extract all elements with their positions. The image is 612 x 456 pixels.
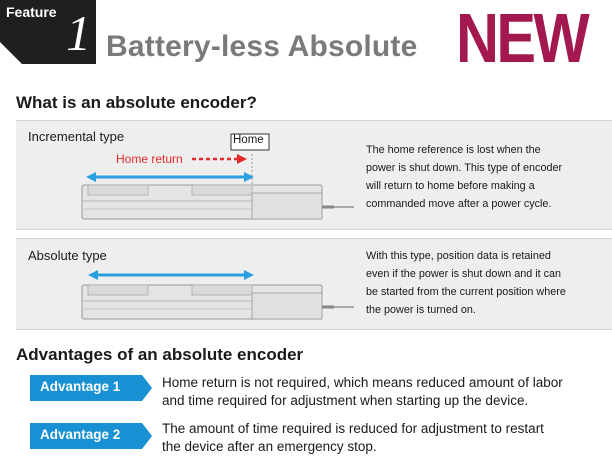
feature-tag — [0, 0, 96, 64]
absolute-description-line: even if the power is shut down and it can — [366, 268, 562, 280]
advantage-1-badge — [30, 375, 152, 401]
incremental-panel — [16, 120, 612, 230]
advantage-1-line: Home return is not required, which means reduced amount of labor — [162, 375, 563, 390]
page-title: Battery-less Absolute — [106, 30, 418, 63]
new-badge: NEW — [456, 0, 588, 77]
advantage-2-badge — [30, 423, 152, 449]
advantage-1-badge-label: Advantage 1 — [40, 379, 121, 394]
advantage-2-text — [162, 420, 607, 456]
feature-number: 1 — [66, 5, 91, 61]
incremental-description-line: will return to home before making a — [366, 180, 535, 192]
home-label: Home — [233, 134, 264, 146]
advantage-1-line: and time required for adjustment when starting up the device. — [162, 393, 529, 408]
advantage-1-text — [162, 374, 607, 410]
section-heading-advantages: Advantages of an absolute encoder — [16, 345, 304, 364]
absolute-description-line: the power is turned on. — [366, 304, 476, 316]
incremental-type-label: Incremental type — [28, 129, 125, 144]
feature-label: Feature — [6, 4, 57, 20]
incremental-description-line: The home reference is lost when the — [366, 144, 541, 156]
absolute-panel — [16, 238, 612, 330]
home-return-label: Home return — [116, 152, 183, 166]
absolute-type-label: Absolute type — [28, 248, 107, 263]
absolute-description-line: be started from the current position where — [366, 286, 566, 298]
absolute-description-line: With this type, position data is retained — [366, 250, 551, 262]
incremental-description-line: power is shut down. This type of encoder — [366, 162, 563, 174]
advantage-2-badge-label: Advantage 2 — [40, 427, 121, 442]
absolute-description — [366, 247, 606, 319]
advantage-2-line: The amount of time required is reduced for adjustment to restart — [162, 421, 544, 436]
incremental-description — [366, 141, 606, 213]
incremental-description-line: commanded move after a power cycle. — [366, 198, 552, 210]
advantage-2-line: the device after an emergency stop. — [162, 439, 377, 454]
section-heading-what-is: What is an absolute encoder? — [16, 93, 257, 112]
